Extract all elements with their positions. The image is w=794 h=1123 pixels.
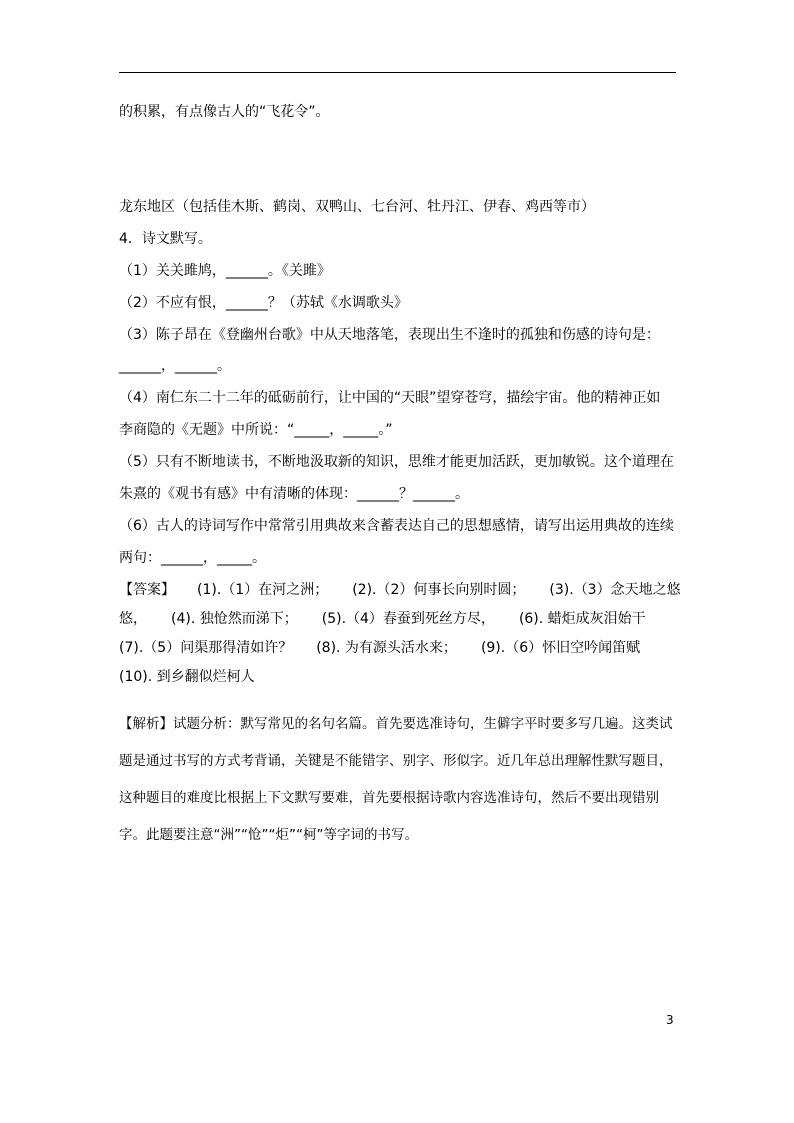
- answer-part: (8). 为有源头活水来；: [316, 640, 457, 656]
- question-item: （6）古人的诗词写作中常常引用典故来含蓄表达自己的思想感情，请写出运用典故的连续: [119, 518, 674, 534]
- question-item: （5）只有不断地读书，不断地汲取新的知识，思维才能更加活跃，更加敏锐。这个道理在: [119, 454, 674, 470]
- answer-part: (3).（3）念天地之悠悠，: [119, 582, 681, 627]
- region-title: 龙东地区（包括佳木斯、鹤岗、双鸭山、七台河、牡丹江、伊春、鸡西等市）: [119, 199, 595, 215]
- question-item: （3）陈子昂在《登幽州台歌》中从天地落笔，表现出生不逢时的孤独和伤感的诗句是：: [119, 327, 660, 343]
- question-item: ______，______。: [119, 358, 231, 374]
- question-item: 朱熹的《观书有感》中有清晰的体现：______？______。: [119, 486, 469, 502]
- answer-part: (9).（6）怀旧空吟闻笛赋: [480, 640, 641, 656]
- header-rule: [119, 72, 676, 73]
- page-number: 3: [666, 1013, 674, 1027]
- question-item: 李商隐的《无题》中所说：“_____，_____。”: [119, 422, 393, 438]
- answer-part: (10). 到乡翻似烂柯人: [119, 669, 255, 685]
- answer-part: (2).（2）何事长向别时圆；: [352, 582, 526, 598]
- question-item: （1）关关雎鸠，______。《关雎》: [119, 263, 331, 279]
- answer-part: (6). 蜡炬成灰泪始干: [518, 611, 646, 627]
- analysis-paragraph: 【解析】试题分析：默写常见的名句名篇。首先要选准诗句，生僻字平时要多写几遍。这类试题是通过书写的方式考背诵，关键是不能错字、别字、形似字。近几年总出理解性默写题目，这种题目的难度比根据上下文默写要难，首先要根据诗歌内容选准诗句，然后不要出现错别字。此题要注意“洲”“怆”“炬”“柯”等字词的书写。: [119, 716, 673, 843]
- answer-part: (7).（5）问渠那得清如许？: [119, 640, 293, 656]
- intro-line: 的积累，有点像古人的“飞花令”。: [119, 104, 330, 120]
- question-item: （4）南仁东二十二年的砥砺前行，让中国的“天眼”望穿苍穹，描绘宇宙。他的精神正如: [119, 390, 661, 406]
- question-item: 两句：______，_____。: [119, 550, 266, 566]
- answer-label: 【答案】: [119, 582, 175, 598]
- question-item: （2）不应有恨，______？（苏轼《水调歌头》: [119, 295, 408, 311]
- answer-block: [119, 576, 684, 692]
- answer-part: (5).（4）春蚕到死丝方尽，: [321, 611, 495, 627]
- answer-part: (1).（1）在河之洲；: [197, 582, 329, 598]
- answer-part: (4). 独怆然而涕下；: [171, 611, 298, 627]
- question-heading: 4．诗文默写。: [119, 231, 212, 247]
